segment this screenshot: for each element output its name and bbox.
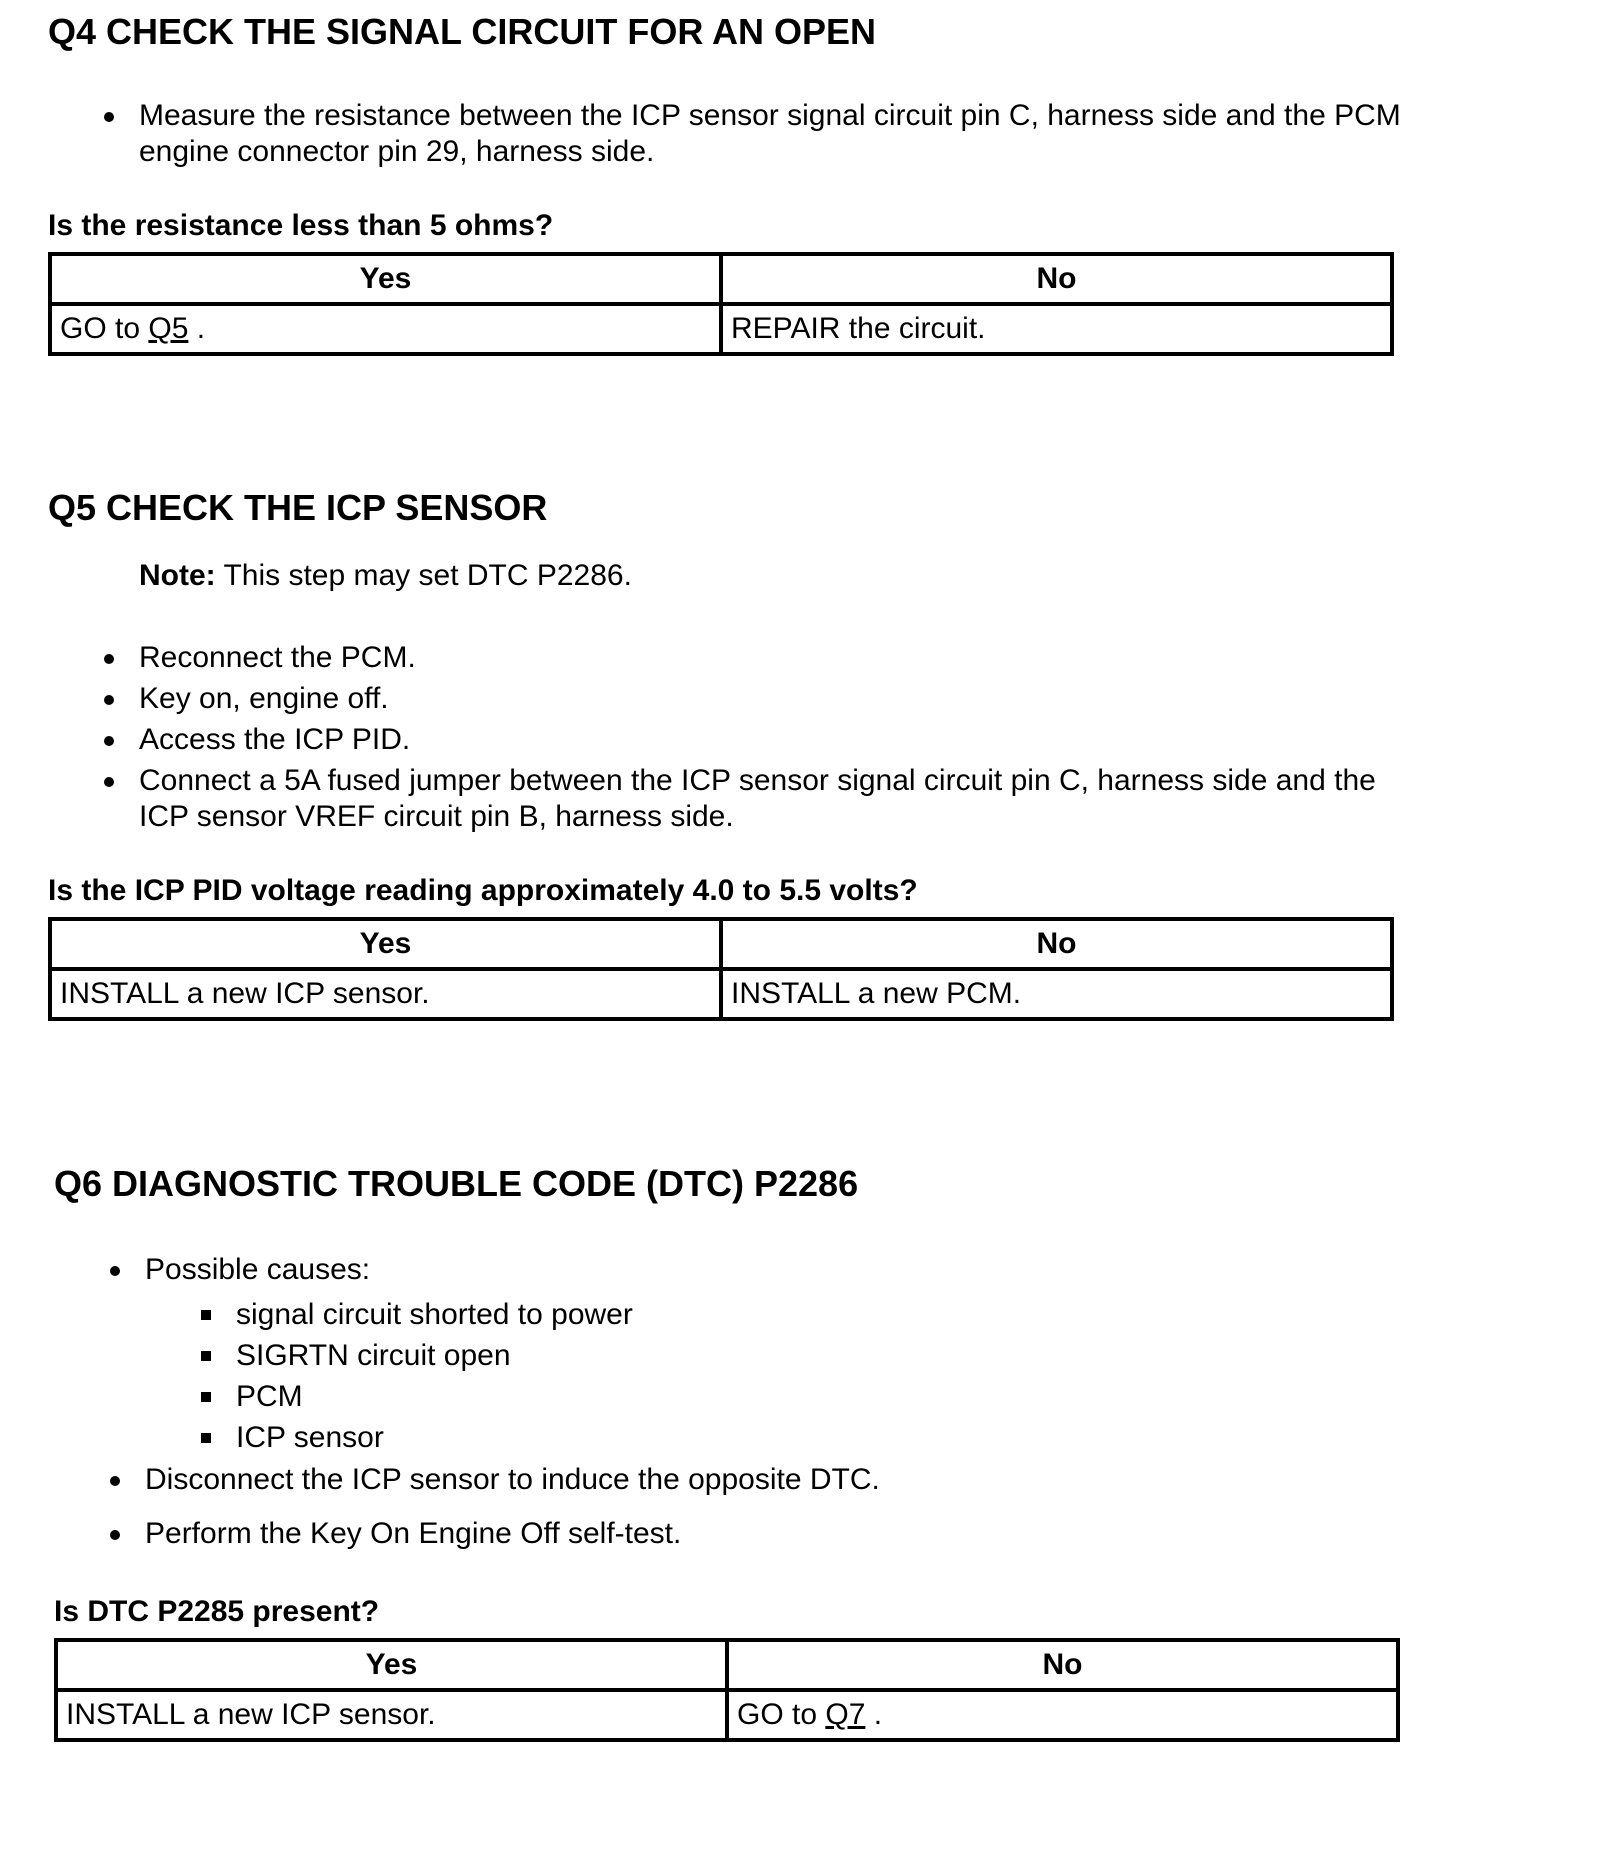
- q4-yes-header: Yes: [50, 254, 721, 304]
- q4-heading: Q4 CHECK THE SIGNAL CIRCUIT FOR AN OPEN: [48, 11, 877, 52]
- q5-question: Is the ICP PID voltage reading approximately 4.0 to 5.5 volts?: [48, 874, 918, 907]
- q6-no-suffix: .: [865, 1698, 883, 1731]
- q5-step-1: Reconnect the PCM.: [48, 640, 1408, 676]
- q6-causes-label: Possible causes:: [145, 1253, 371, 1286]
- q6-steps: [54, 1252, 1414, 1552]
- q5-link[interactable]: Q5: [148, 312, 189, 345]
- q6-result-table: [54, 1638, 1400, 1742]
- q6-causes-list: [145, 1294, 1414, 1458]
- q5-step-2: Key on, engine off.: [48, 681, 1408, 717]
- q4-result-table: [48, 252, 1394, 356]
- q6-cause-2: SIGRTN circuit open: [145, 1335, 1414, 1376]
- q4-yes-prefix: GO to: [60, 312, 149, 345]
- q6-yes-cell: INSTALL a new ICP sensor.: [56, 1690, 727, 1740]
- q5-steps: [48, 640, 1408, 835]
- q7-link[interactable]: Q7: [825, 1698, 866, 1731]
- q5-yes-header: Yes: [50, 919, 721, 969]
- q5-yes-cell: INSTALL a new ICP sensor.: [50, 969, 721, 1019]
- q5-result-table: [48, 917, 1394, 1021]
- q4-no-header: No: [721, 254, 1392, 304]
- q4-yes-cell: [50, 304, 721, 354]
- q6-cause-4: ICP sensor: [145, 1417, 1414, 1458]
- q6-step-3: Perform the Key On Engine Off self-test.: [54, 1516, 1414, 1552]
- q4-no-cell: REPAIR the circuit.: [721, 304, 1392, 354]
- q6-step-causes: [54, 1252, 1414, 1458]
- q6-cause-3: PCM: [145, 1376, 1414, 1417]
- q5-note: [48, 558, 1408, 594]
- section-q4: [48, 8, 1408, 356]
- q5-note-text: This step may set DTC P2286.: [215, 559, 632, 592]
- q5-step-4: Connect a 5A fused jumper between the ICP sensor signal circuit pin C, harness side and the ICP sensor VREF circuit pin B, harness side.: [48, 763, 1408, 835]
- q5-step-3: Access the ICP PID.: [48, 722, 1408, 758]
- q6-cause-1: signal circuit shorted to power: [145, 1294, 1414, 1335]
- q6-no-header: No: [727, 1640, 1398, 1690]
- q6-no-cell: [727, 1690, 1398, 1740]
- q5-heading: Q5 CHECK THE ICP SENSOR: [48, 487, 548, 528]
- section-q6: [54, 1160, 1414, 1742]
- q6-yes-header: Yes: [56, 1640, 727, 1690]
- section-q5: [48, 484, 1408, 1021]
- q5-note-label: Note:: [139, 559, 216, 592]
- q5-no-cell: INSTALL a new PCM.: [721, 969, 1392, 1019]
- q6-no-prefix: GO to: [737, 1698, 826, 1731]
- q6-step-2: Disconnect the ICP sensor to induce the opposite DTC.: [54, 1462, 1414, 1498]
- q4-step-1: Measure the resistance between the ICP sensor signal circuit pin C, harness side and the PCM engine connector pin 29, harness side.: [48, 98, 1408, 170]
- q6-heading: Q6 DIAGNOSTIC TROUBLE CODE (DTC) P2286: [54, 1163, 859, 1204]
- q4-question: Is the resistance less than 5 ohms?: [48, 209, 554, 242]
- q5-no-header: No: [721, 919, 1392, 969]
- q4-yes-suffix: .: [188, 312, 206, 345]
- q4-steps: [48, 98, 1408, 170]
- q6-question: Is DTC P2285 present?: [54, 1595, 380, 1628]
